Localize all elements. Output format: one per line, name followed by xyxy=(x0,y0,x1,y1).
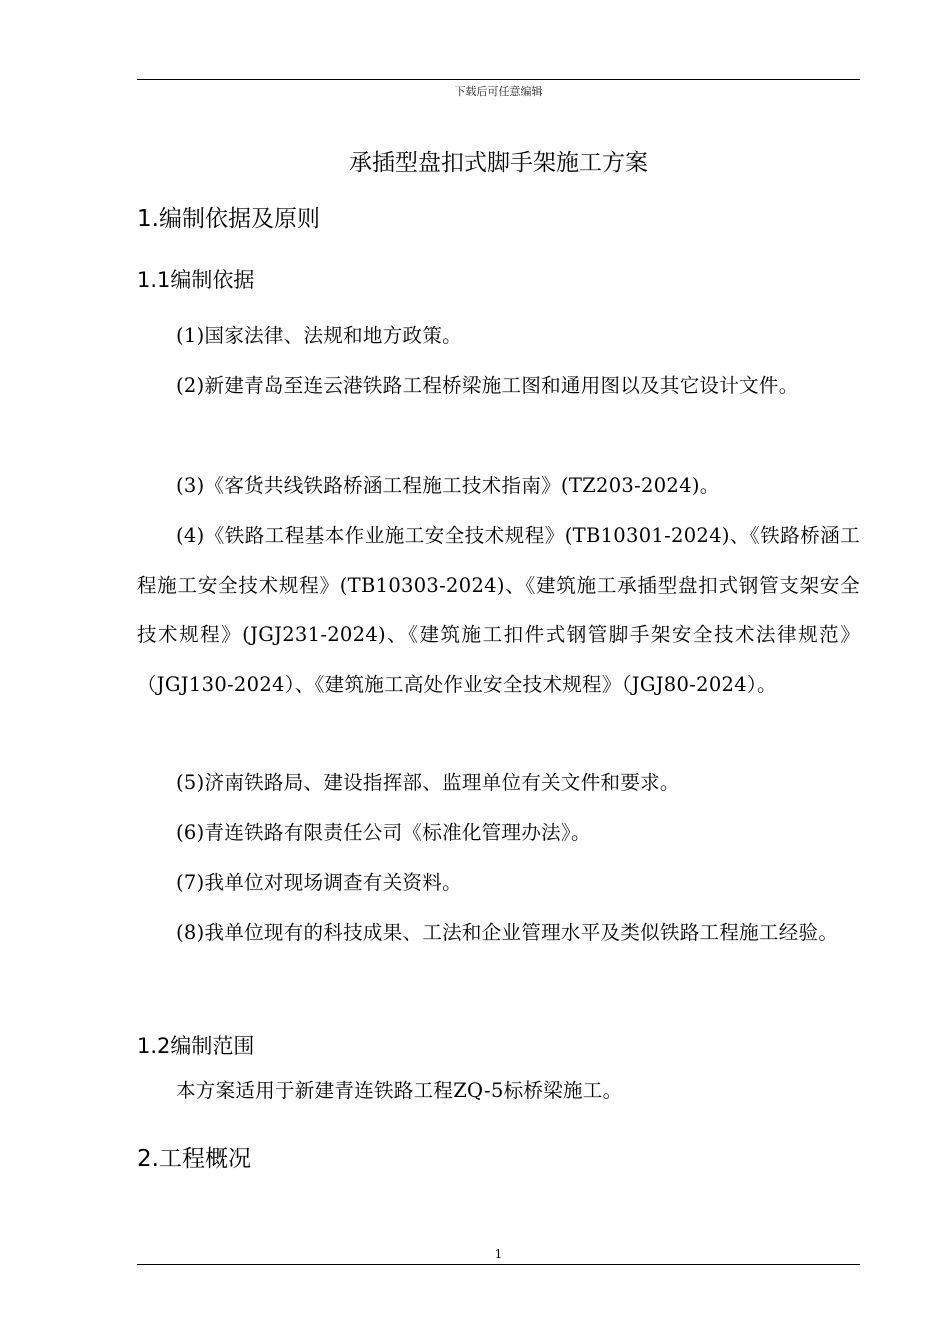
basis-item-1: (1)国家法律、法规和地方政策。 xyxy=(176,324,462,347)
section-1-heading: 1.编制依据及原则 xyxy=(137,206,320,232)
basis-item-2: (2)新建青岛至连云港铁路工程桥梁施工图和通用图以及其它设计文件。 xyxy=(176,374,799,397)
basis-item-5: (5)济南铁路局、建设指挥部、监理单位有关文件和要求。 xyxy=(176,771,680,794)
basis-item-7: (7)我单位对现场调查有关资料。 xyxy=(176,871,462,894)
footer-rule xyxy=(137,1264,860,1265)
scope-text: 本方案适用于新建青连铁路工程ZQ-5标桥梁施工。 xyxy=(176,1079,623,1102)
section-1-1-heading: 1.1编制依据 xyxy=(137,268,255,292)
basis-item-6: (6)青连铁路有限责任公司《标准化管理办法》。 xyxy=(176,821,591,844)
basis-item-4: (4)《铁路工程基本作业施工安全技术规程》(TB10301-2024)、《铁路桥涵工程施工安全技术规程》(TB10303-2024)、《建筑施工承插型盘扣式钢管支架安全技术规程》(JGJ231-2024)、《建筑施工扣件式钢管脚手架安全技术法律规范》（JGJ130-2024）、《建筑施工高处作业安全技术规程》（JGJ80-2024）。 xyxy=(137,524,860,696)
basis-item-3: (3)《客货共线铁路桥涵工程施工技术指南》(TZ203-2024)。 xyxy=(176,474,720,497)
basis-item-8: (8)我单位现有的科技成果、工法和企业管理水平及类似铁路工程施工经验。 xyxy=(176,921,839,944)
header-note: 下载后可任意编辑 xyxy=(454,85,543,98)
section-1-2-heading: 1.2编制范围 xyxy=(137,1034,255,1058)
header-rule xyxy=(137,79,860,80)
section-2-heading: 2.工程概况 xyxy=(137,1146,251,1172)
page-number: 1 xyxy=(494,1247,503,1261)
document-title: 承插型盘扣式脚手架施工方案 xyxy=(349,150,648,176)
